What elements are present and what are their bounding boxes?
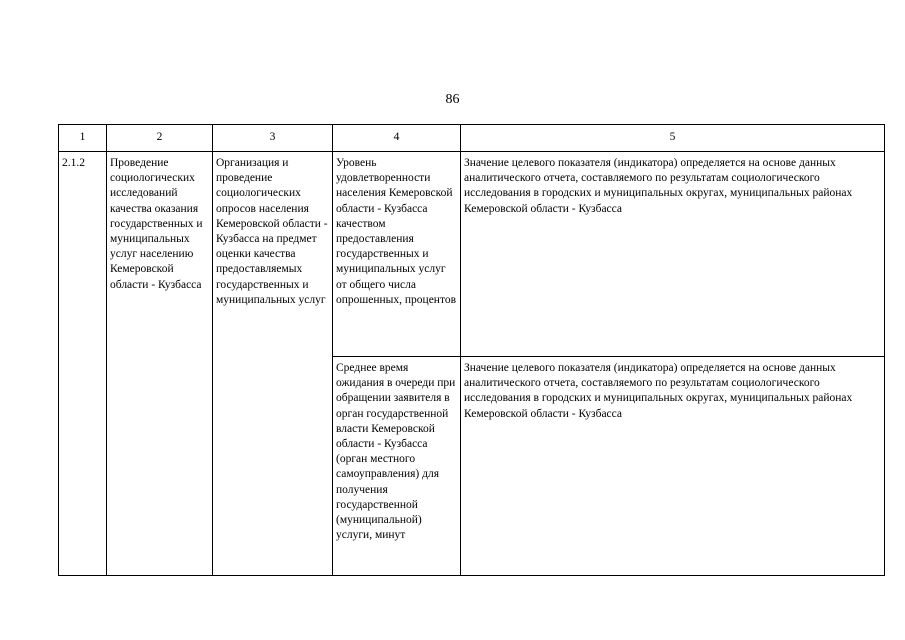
row-number-cell: 2.1.2 xyxy=(59,152,107,576)
indicator-table xyxy=(58,124,885,576)
header-cell-4: 4 xyxy=(333,125,461,152)
indicator-name-cell: Уровень удовлетворенности населения Кемеровской области - Кузбасса качеством предоставления государственных и муниципальных услуг от общего числа опрошенных, процентов xyxy=(333,152,461,357)
header-cell-3: 3 xyxy=(213,125,333,152)
page-number: 86 xyxy=(445,92,460,107)
indicator-name-cell: Среднее время ожидания в очереди при обращении заявителя в орган государственной власти Кемеровской области - Кузбасса (орган местного самоуправления) для получения государственной (муниципальной) услуги, минут xyxy=(333,357,461,576)
indicator-method-cell: Значение целевого показателя (индикатора) определяется на основе данных аналитического отчета, составляемого по результатам социологического исследования в городских и муниципальных округах, муниципальных районах Кемеровской области - Кузбасса xyxy=(461,152,885,357)
table-header-row xyxy=(59,125,885,152)
header-cell-5: 5 xyxy=(461,125,885,152)
event-cell: Проведение социологических исследований качества оказания государственных и муниципальных услуг населению Кемеровской области - Кузбасса xyxy=(107,152,213,576)
indicator-method-cell: Значение целевого показателя (индикатора) определяется на основе данных аналитического отчета, составляемого по результатам социологического исследования в городских и муниципальных округах, муниципальных районах Кемеровской области - Кузбасса xyxy=(461,357,885,576)
activity-cell: Организация и проведение социологических опросов населения Кемеровской области - Кузбасса на предмет оценки качества предоставляемых государственных и муниципальных услуг xyxy=(213,152,333,576)
header-cell-1: 1 xyxy=(59,125,107,152)
header-cell-2: 2 xyxy=(107,125,213,152)
table-row xyxy=(59,152,885,357)
